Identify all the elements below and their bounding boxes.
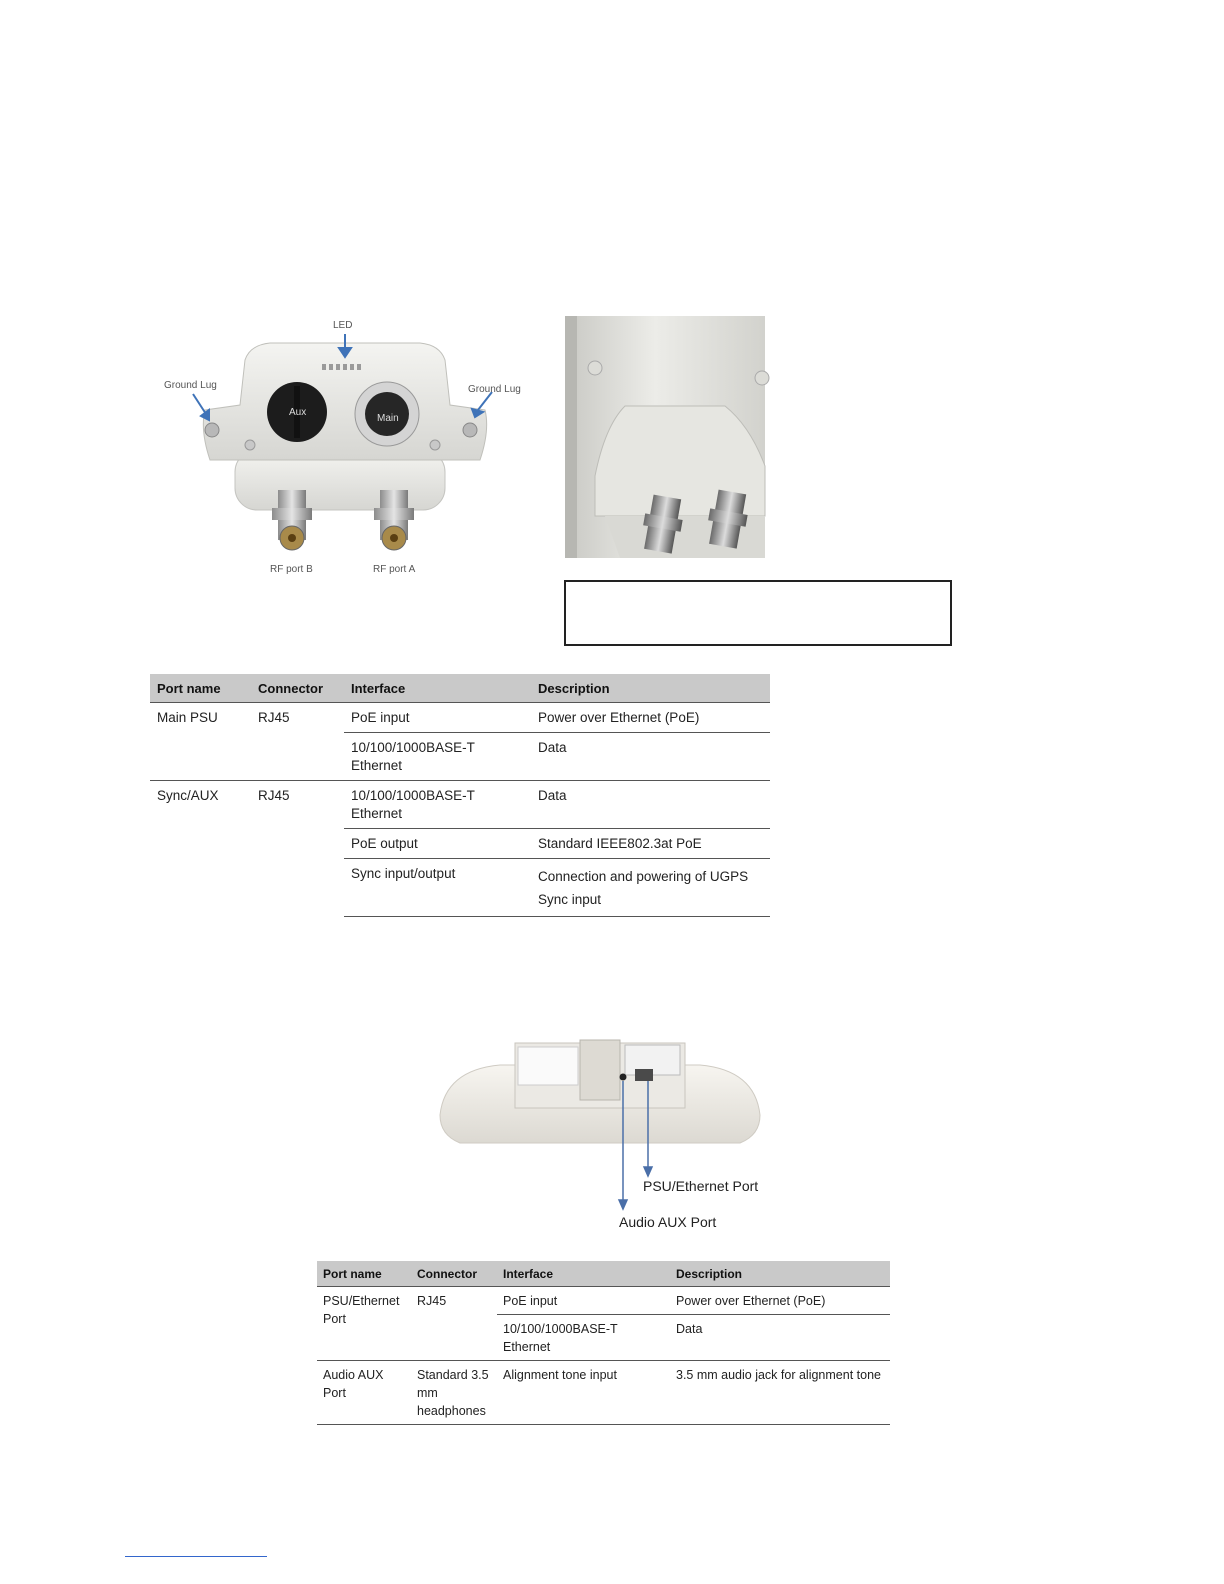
- aux-label: Aux: [289, 407, 307, 418]
- ground-lug-right-label: Ground Lug: [468, 384, 521, 395]
- ports-table-1: [150, 674, 770, 917]
- ground-lug-left-label: Ground Lug: [164, 380, 217, 391]
- unit-underside-photo: [430, 1035, 770, 1235]
- interface-cell: 10/100/1000BASE-T Ethernet: [344, 733, 531, 781]
- col-description: Description: [670, 1261, 890, 1287]
- col-port-name: Port name: [317, 1261, 411, 1287]
- table-row: [317, 1361, 890, 1425]
- table-row: [317, 1287, 890, 1315]
- interface-cell: PoE input: [351, 710, 410, 725]
- col-port-name: Port name: [150, 674, 251, 703]
- unit-side-photo: [565, 316, 775, 558]
- table-row: [150, 781, 770, 829]
- port-name-cell: Audio AUX Port: [317, 1361, 411, 1425]
- audio-aux-port-label: Audio AUX Port: [619, 1214, 717, 1230]
- figure-caption-box: [564, 580, 952, 646]
- psu-ethernet-port-label: PSU/Ethernet Port: [643, 1178, 759, 1194]
- col-connector: Connector: [251, 674, 344, 703]
- col-interface: Interface: [497, 1261, 670, 1287]
- table-row: [150, 703, 770, 733]
- description-cell: Data: [531, 781, 770, 829]
- main-label: Main: [377, 413, 399, 424]
- port-name-cell: Sync/AUX: [150, 781, 251, 917]
- interface-cell: PoE input: [503, 1294, 558, 1308]
- interface-cell: 10/100/1000BASE-T Ethernet: [344, 781, 531, 829]
- port-name-cell: Main PSU: [150, 703, 251, 781]
- description-cell: Data: [531, 733, 770, 781]
- description-cell: Connection and powering of UGPS Sync input: [531, 859, 770, 917]
- description-cell: Data: [670, 1315, 890, 1361]
- interface-cell: PoE output: [344, 829, 531, 859]
- rf-port-a-label: RF port A: [373, 564, 416, 575]
- interface-cell: Alignment tone input: [497, 1361, 670, 1425]
- connector-cell: Standard 3.5 mm headphones: [411, 1361, 497, 1425]
- connector-cell: RJ45: [251, 781, 344, 917]
- port-name-cell: PSU/Ethernet Port: [323, 1294, 400, 1326]
- unit-front-photo: [150, 310, 540, 585]
- col-description: Description: [531, 674, 770, 703]
- ports-table-2: [317, 1261, 890, 1425]
- col-interface: Interface: [344, 674, 531, 703]
- interface-cell: 10/100/1000BASE-T Ethernet: [497, 1315, 670, 1361]
- led-label: LED: [333, 320, 353, 331]
- description-cell: Standard IEEE802.3at PoE: [531, 829, 770, 859]
- rf-port-b-label: RF port B: [270, 564, 313, 575]
- footnote-separator: [125, 1556, 267, 1557]
- description-cell: Power over Ethernet (PoE): [676, 1294, 826, 1308]
- interface-cell: Sync input/output: [344, 859, 531, 917]
- connector-cell: RJ45: [251, 703, 344, 781]
- connector-cell: RJ45: [417, 1294, 447, 1308]
- description-cell: 3.5 mm audio jack for alignment tone: [670, 1361, 890, 1425]
- col-connector: Connector: [411, 1261, 497, 1287]
- description-cell: Power over Ethernet (PoE): [538, 710, 700, 725]
